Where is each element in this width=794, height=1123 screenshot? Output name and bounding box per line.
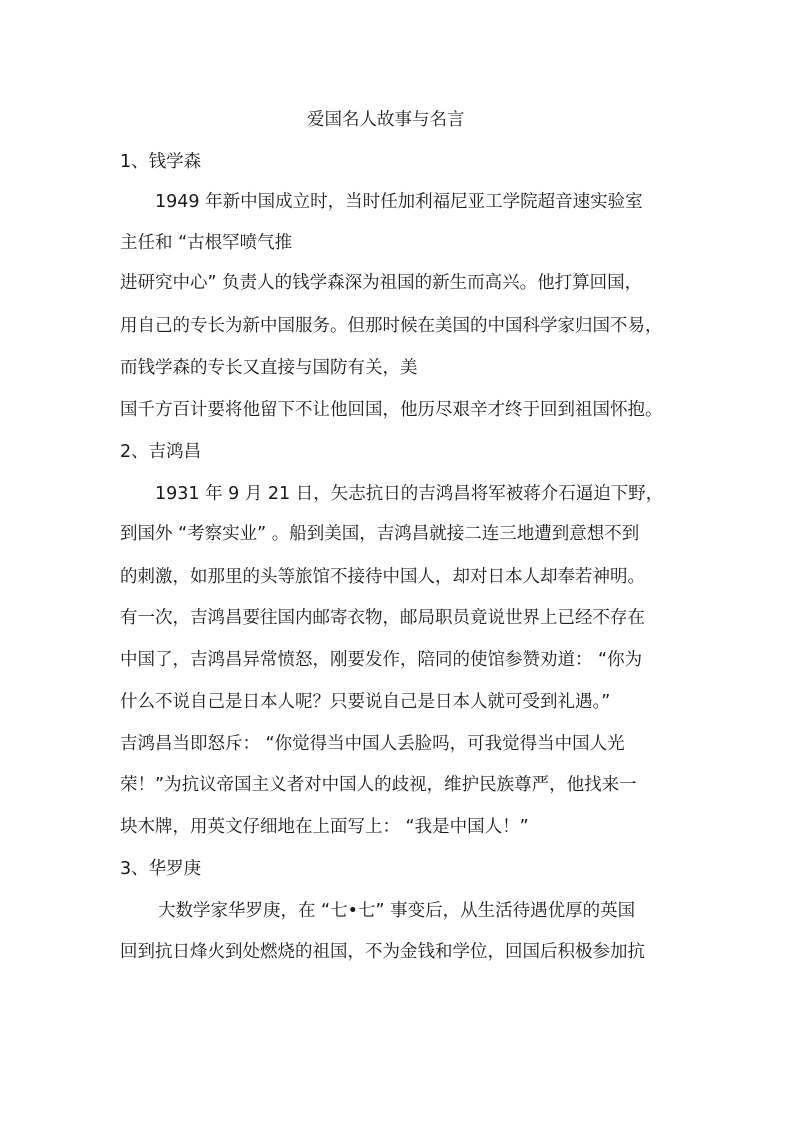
paragraph-line: 回到抗日烽火到处燃烧的祖国，不为金钱和学位，回国后积极参加抗 <box>120 942 645 962</box>
paragraph-line: 国千方百计要将他留下不让他回国，他历尽艰辛才终于回到祖国怀抱。 <box>120 400 663 420</box>
paragraph-line: 用自己的专长为新中国服务。但那时候在美国的中国科学家归国不易， <box>120 316 663 336</box>
paragraph-line: 的刺激，如那里的头等旅馆不接待中国人，却对日本人却奉若神明。 <box>120 567 645 587</box>
paragraph-line: 中国了，吉鸿昌异常愤怒，刚要发作，陪同的使馆参赞劝道： “你为 <box>120 650 643 670</box>
paragraph-line: 有一次，吉鸿昌要往国内邮寄衣物，邮局职员竟说世界上已经不存在 <box>120 608 645 628</box>
paragraph-line: 1949 年新中国成立时，当时任加利福尼亚工学院超音速实验室 <box>155 192 643 212</box>
paragraph-line: 进研究中心” 负责人的钱学森深为祖国的新生而高兴。他打算回国， <box>120 273 643 293</box>
section-heading-qian-xuesen: 1、钱学森 <box>120 152 202 172</box>
section-heading-ji-hongchang: 2、吉鸿昌 <box>120 442 202 462</box>
document-title: 爱国名人故事与名言 <box>307 110 465 130</box>
paragraph-line: 主任和 “古根罕喷气推 <box>120 233 293 253</box>
paragraph-line: 而钱学森的专长又直接与国防有关，美 <box>120 358 418 378</box>
paragraph-line: 荣！”为抗议帝国主义者对中国人的歧视，维护民族尊严，他找来一 <box>120 775 637 795</box>
paragraph-line: 大数学家华罗庚，在 “七•七” 事变后，从生活待遇优厚的英国 <box>158 901 636 921</box>
section-heading-hua-luogeng: 3、华罗庚 <box>120 859 202 879</box>
paragraph-line: 吉鸿昌当即怒斥： “你觉得当中国人丢脸吗，可我觉得当中国人光 <box>120 734 625 754</box>
paragraph-line: 块木牌，用英文仔细地在上面写上： “我是中国人！” <box>120 817 529 837</box>
paragraph-line: 到国外 “考察实业” 。船到美国，吉鸿昌就接二连三地遭到意想不到 <box>120 524 640 544</box>
paragraph-line: 什么不说自己是日本人呢？只要说自己是日本人就可受到礼遇。” <box>120 692 611 712</box>
paragraph-line: 1931 年 9 月 21 日，矢志抗日的吉鸿昌将军被蒋介石逼迫下野， <box>155 484 664 504</box>
